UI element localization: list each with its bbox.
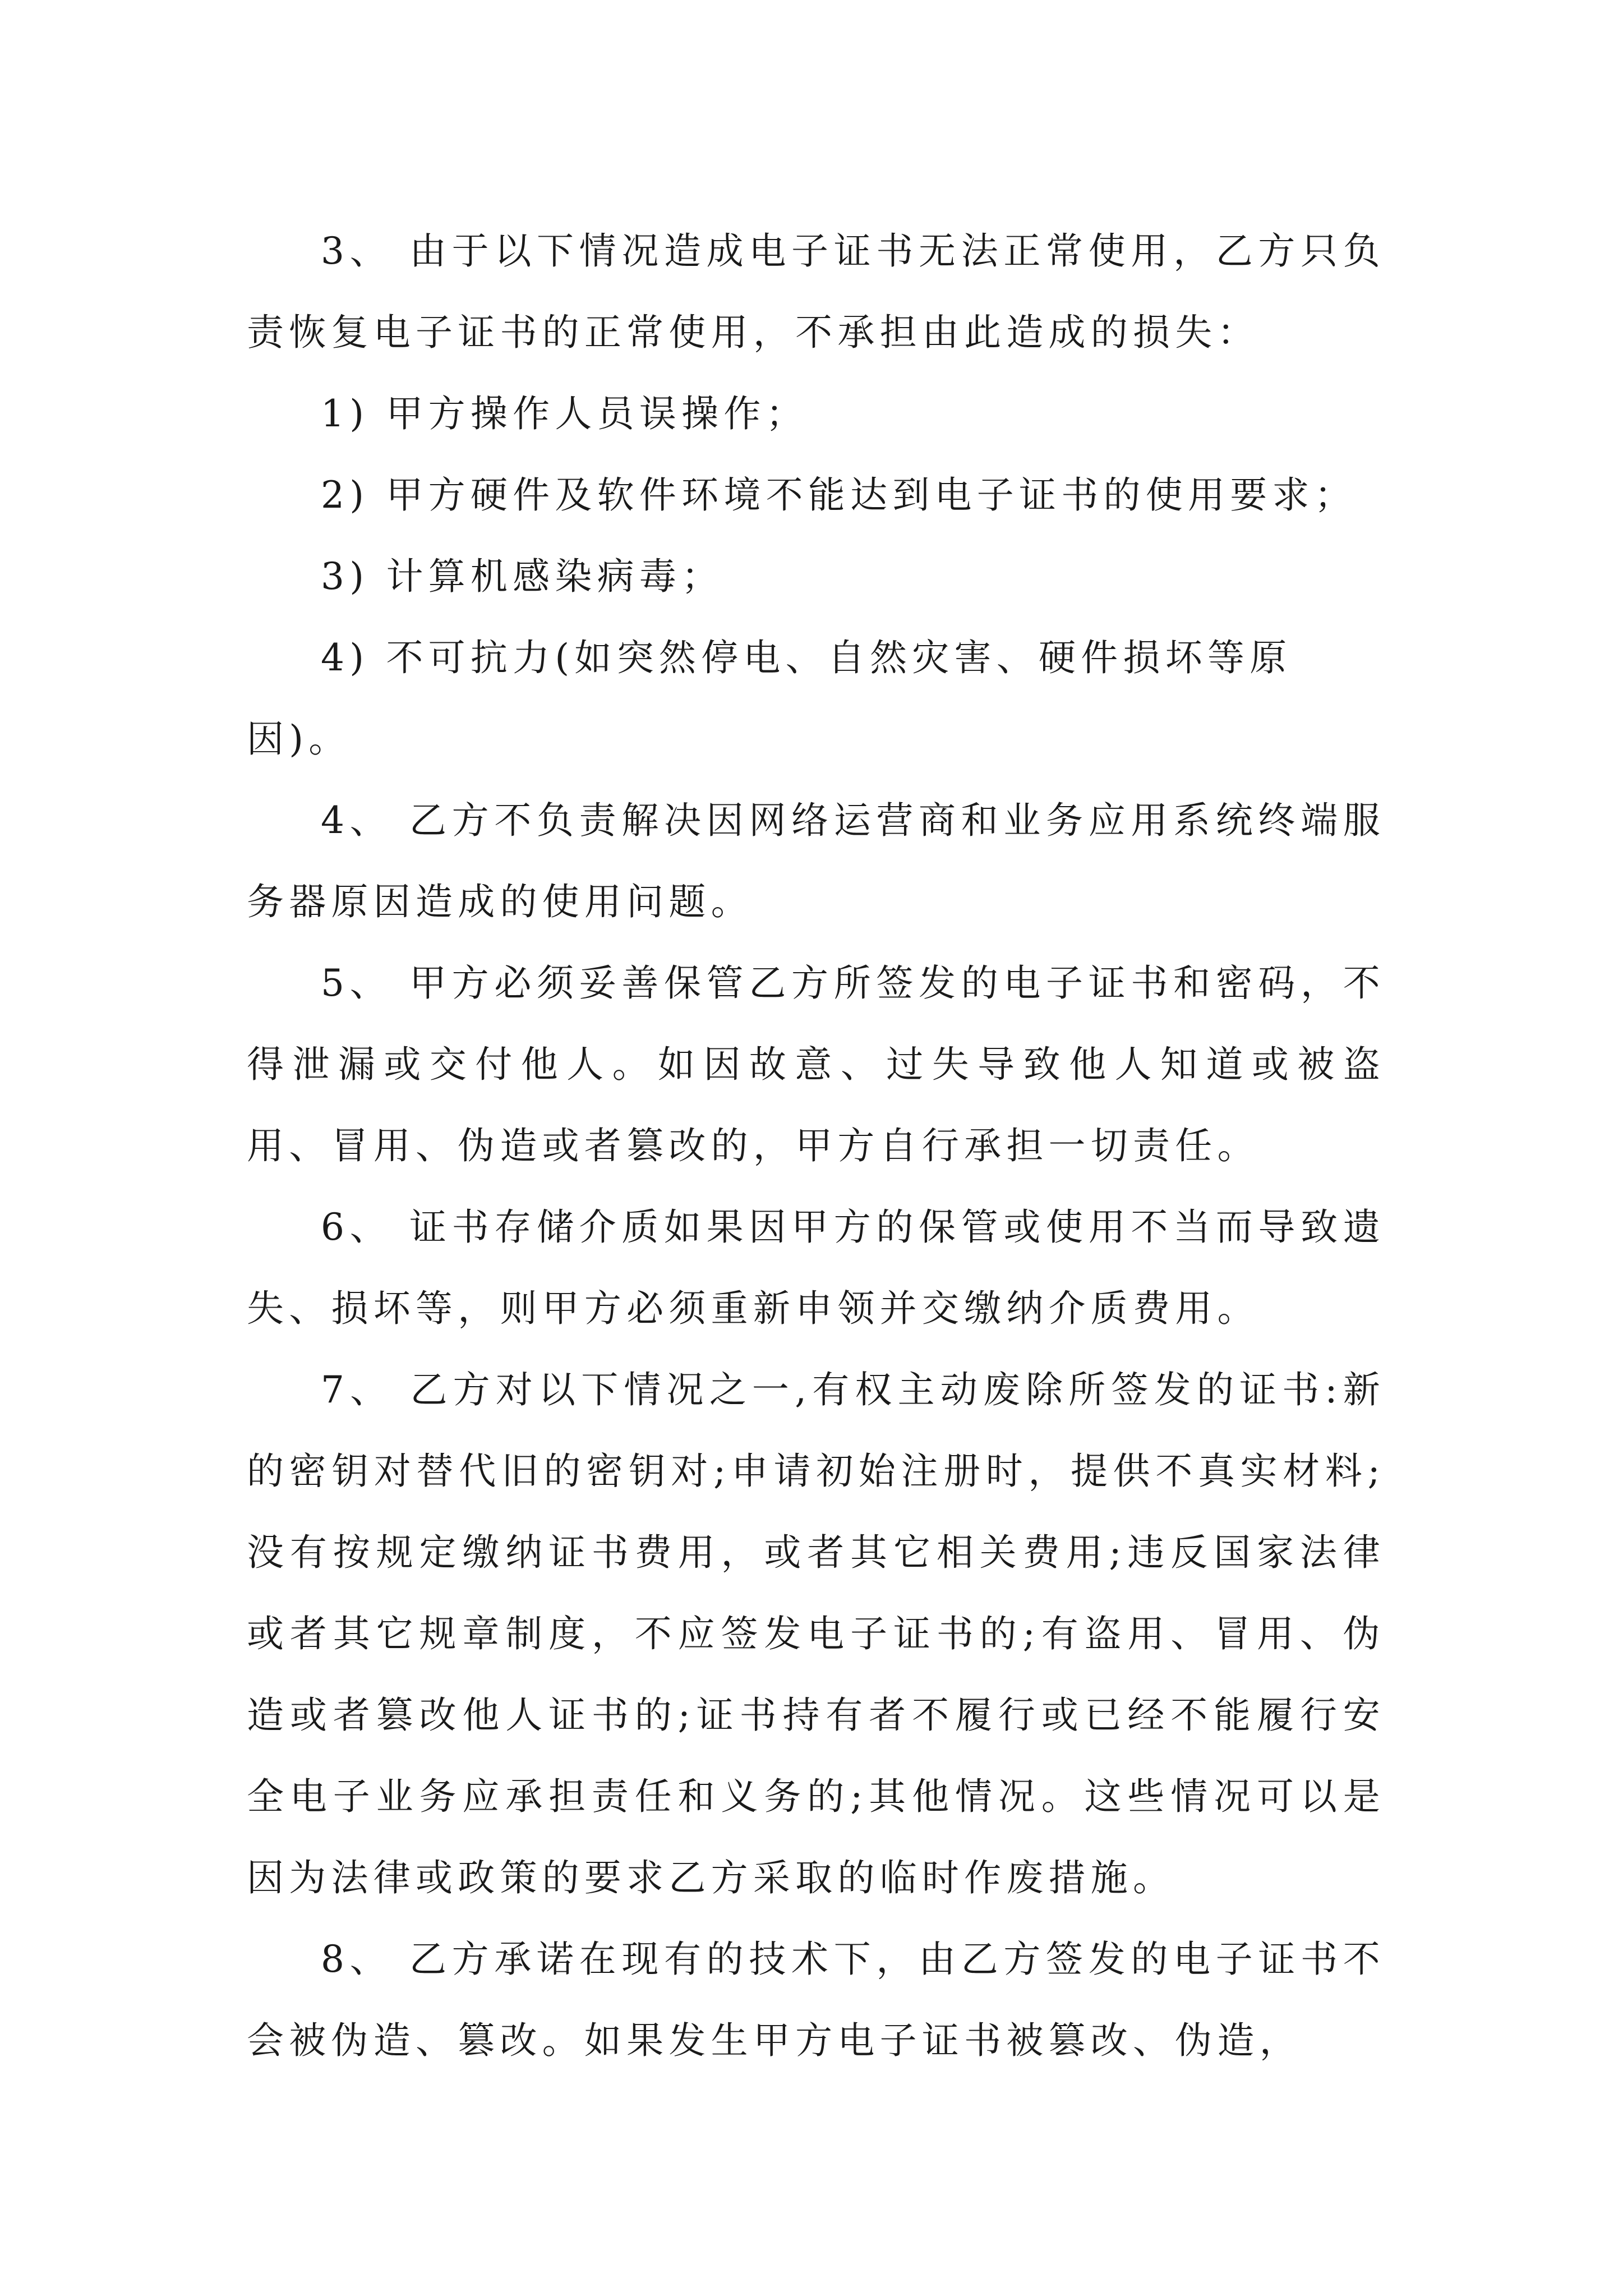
clause-3-item-1: 1) 甲方操作人员误操作； xyxy=(321,392,808,435)
clause-8: 8、 乙方承诺在现有的技术下，由乙方签发的电子证书不会被伪造、篡改。如果发生甲方电子证书被篡改、伪造， xyxy=(247,1938,1385,2062)
clause-3-item-2: 2) 甲方硬件及软件环境不能达到电子证书的使用要求； xyxy=(321,473,1357,517)
clause-5: 5、 甲方必须妥善保管乙方所签发的电子证书和密码，不得泄漏或交付他人。如因故意、过失导致他人知道或被盗用、冒用、伪造或者篡改的，甲方自行承担一切责任。 xyxy=(247,961,1385,1167)
clause-6: 6、 证书存储介质如果因甲方的保管或使用不当而导致遗失、损坏等，则甲方必须重新申领并交缴纳介质费用。 xyxy=(247,1205,1385,1330)
clause-3-item-3: 3) 计算机感染病毒； xyxy=(321,555,724,598)
clause-7: 7、 乙方对以下情况之一,有权主动废除所签发的证书:新的密钥对替代旧的密钥对;申请初始注册时，提供不真实材料;没有按规定缴纳证书费用，或者其它相关费用;违反国家法律或者其它规章制度，不应签发电子证书的;有盗用、冒用、伪造或者篡改他人证书的;证书持有者不履行或已经不能履行安全电子业务应承担责任和义务的;其他情况。这些情况可以是因为法律或政策的要求乙方采取的临时作废措施。 xyxy=(247,1368,1385,1899)
clause-3: 3、 由于以下情况造成电子证书无法正常使用，乙方只负责恢复电子证书的正常使用，不承担由此造成的损失： xyxy=(247,229,1385,354)
clause-4: 4、 乙方不负责解决因网络运营商和业务应用系统终端服务器原因造成的使用问题。 xyxy=(247,799,1385,923)
document-body xyxy=(247,210,1385,2081)
clause-3-item-4: 4) 不可抗力(如突然停电、自然灾害、硬件损坏等原因)。 xyxy=(247,636,1292,761)
